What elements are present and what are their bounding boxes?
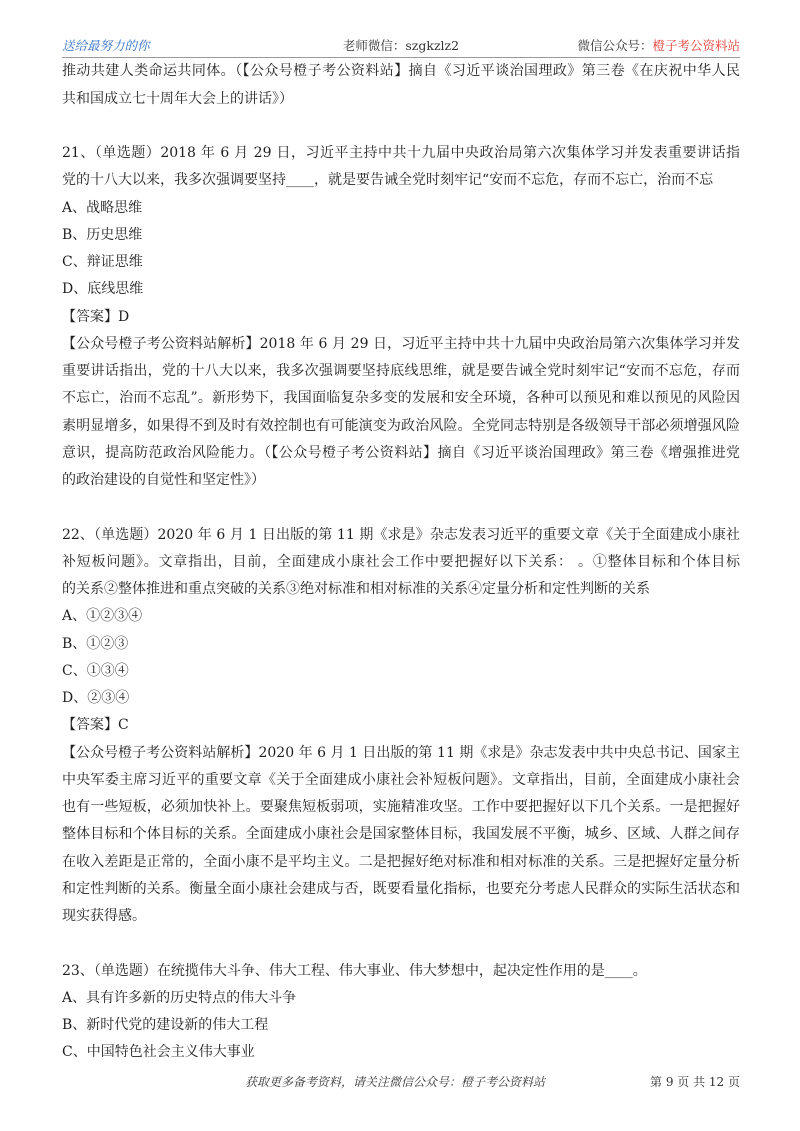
analysis-line: 和定性判断的关系。衡量全面小康社会建成与否，既要看量化指标，也要充分考虑人民群众的实际生活状态和 xyxy=(62,880,740,897)
option-c: C、①③④ xyxy=(62,662,129,679)
paragraph-gap xyxy=(62,113,740,140)
option-c: C、中国特色社会主义伟大事业 xyxy=(62,1044,255,1061)
header-slogan: 送给最努力的你 xyxy=(62,38,150,53)
analysis-line: 也有一些短板，必须加快补上。要聚焦短板弱项，实施精准攻坚。工作中要把握好以下几个关系。一是把握好 xyxy=(62,799,740,816)
page-header xyxy=(62,36,740,56)
question-stem-line: 22、（单选题）2020 年 6 月 1 日出版的第 11 期《求是》杂志发表习近平的重要文章《关于全面建成小康社 xyxy=(62,526,740,543)
analysis-line: 素明显增多，如果得不到及时有效控制也有可能演变为政治风险。全党同志特别是各级领导干部必须增强风险 xyxy=(62,417,740,434)
option-c: C、辩证思维 xyxy=(62,254,143,271)
page-footer xyxy=(62,1072,740,1092)
analysis-line: 不忘亡，治而不忘乱”。新形势下，我国面临复杂多变的发展和安全环境，各种可以预见和难以预见的风险因 xyxy=(62,390,740,407)
answer: 【答案】C xyxy=(62,717,129,734)
analysis-line: 中央军委主席习近平的重要文章《关于全面建成小康社会补短板问题》。文章指出，目前，全面建成小康社会 xyxy=(62,771,740,788)
document-body xyxy=(62,58,740,1066)
question-22 xyxy=(62,522,740,931)
analysis-line: 意识，提高防范政治风险能力。（【公众号橙子考公资料站】摘自《习近平谈治国理政》第三卷《增强推进党 xyxy=(62,444,740,461)
question-stem-line: 补短板问题》。文章指出，目前，全面建成小康社会工作中要把握好以下关系： 。①整体目标和个体目标 xyxy=(62,553,740,570)
continuation-line: 共和国成立七十周年大会上的讲话》） xyxy=(62,90,293,107)
paragraph-gap xyxy=(62,930,740,957)
question-stem-line: 23、（单选题）在统揽伟大斗争、伟大工程、伟大事业、伟大梦想中，起决定性作用的是____。 xyxy=(62,962,647,979)
header-account-brand: 橙子考公资料站 xyxy=(652,38,740,53)
analysis-line: 现实获得感。 xyxy=(62,908,146,925)
paragraph-gap xyxy=(62,494,740,521)
footer-note: 获取更多备考资料，请关注微信公众号：橙子考公资料站 xyxy=(245,1075,546,1089)
question-23 xyxy=(62,958,740,1067)
page-number: 第 9 页 共 12 页 xyxy=(650,1075,740,1089)
question-stem-line: 党的十八大以来，我多次强调要坚持____，就是要告诫全党时刻牢记“安而不忘危，存而不忘亡，治而不忘 xyxy=(62,172,714,189)
continuation-line: 推动共建人类命运共同体。（【公众号橙子考公资料站】摘自《习近平谈治国理政》第三卷《在庆祝中华人民 xyxy=(62,63,740,80)
question-stem-line: 的关系②整体推进和重点突破的关系③绝对标准和相对标准的关系④定量分析和定性判断的关系 xyxy=(62,581,650,598)
analysis-line: 【公众号橙子考公资料站解析】2018 年 6 月 29 日，习近平主持中共十九届中央政治局第六次集体学习并发 xyxy=(62,335,740,352)
option-a: A、具有许多新的历史特点的伟大斗争 xyxy=(62,989,297,1006)
question-stem-line: 21、（单选题）2018 年 6 月 29 日，习近平主持中共十九届中央政治局第六次集体学习并发表重要讲话指 xyxy=(62,145,740,162)
header-official-account xyxy=(577,36,740,56)
header-account-label: 微信公众号： xyxy=(577,38,653,53)
analysis-line: 【公众号橙子考公资料站解析】2020 年 6 月 1 日出版的第 11 期《求是》杂志发表中共中央总书记、国家主 xyxy=(62,744,740,761)
option-d: D、②③④ xyxy=(62,690,130,707)
analysis-line: 的政治建设的自觉性和坚定性》） xyxy=(62,472,265,489)
option-a: A、战略思维 xyxy=(62,199,143,216)
answer: 【答案】D xyxy=(62,308,130,325)
option-d: D、底线思维 xyxy=(62,281,144,298)
option-a: A、①②③④ xyxy=(62,608,143,625)
analysis-line: 在收入差距是正常的，全面小康不是平均主义。二是把握好绝对标准和相对标准的关系。三是把握好定量分析 xyxy=(62,853,740,870)
analysis-line: 整体目标和个体目标的关系。全面建成小康社会是国家整体目标，我国发展不平衡，城乡、区域、人群之间存 xyxy=(62,826,740,843)
option-b: B、新时代党的建设新的伟大工程 xyxy=(62,1017,269,1034)
header-teacher-wechat: 老师微信：szgkzlz2 xyxy=(342,38,460,53)
question-21 xyxy=(62,140,740,494)
option-b: B、①②③ xyxy=(62,635,129,652)
option-b: B、历史思维 xyxy=(62,226,143,243)
analysis-line: 重要讲话指出，党的十八大以来，我多次强调要坚持底线思维，就是要告诫全党时刻牢记“安而不忘危，存而 xyxy=(62,363,740,380)
